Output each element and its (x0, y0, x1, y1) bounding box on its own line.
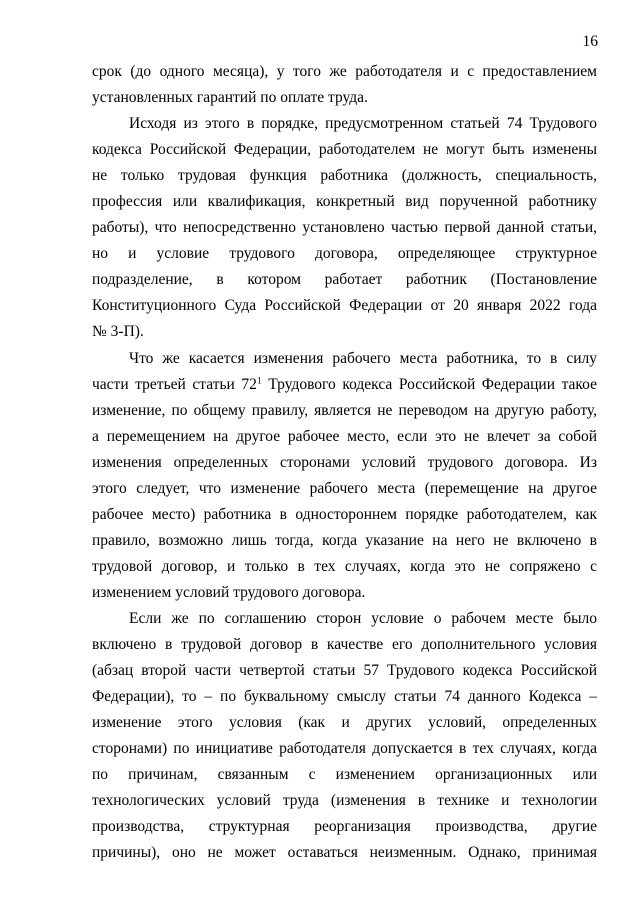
text-line: срок (до одного месяца), у того же работодателя и с предоставлением (92, 63, 597, 80)
text-line: производства, структурная реорганизация производства, другие (92, 818, 597, 836)
text-line: Если же по соглашению сторон условие о рабочем месте было (129, 609, 597, 627)
text-line: Что же касается изменения рабочего места работника, то в силу (129, 349, 597, 367)
text-line: правило, возможно лишь тогда, когда указание на него не включено в (92, 531, 597, 549)
text-line: а перемещением на другое рабочее место, если это не влечет за собой (92, 427, 597, 445)
text-line: изменением условий трудового договора. (92, 583, 366, 601)
text-line: изменение этого условия (как и других условий, определенных (92, 714, 597, 732)
text-line: Исходя из этого в порядке, предусмотренном статьей 74 Трудового (129, 115, 597, 133)
text-line: работы), что непосредственно установлено частью первой данной статьи, (92, 219, 597, 237)
superscript: 1 (256, 375, 262, 386)
text-line (92, 372, 597, 398)
text-line: изменения определенных сторонами условий трудового договора. Из (92, 453, 597, 471)
text-line: профессия или квалификация, конкретный вид порученной работнику (92, 193, 597, 211)
text-line: не только трудовая функция работника (должность, специальность, (92, 167, 597, 185)
text-line: но и условие трудового договора, определяющее структурное (92, 245, 597, 263)
text-line: Конституционного Суда Российской Федерации от 20 января 2022 года (92, 297, 597, 315)
text-line: трудовой договор, и только в тех случаях, когда это не сопряжено с (92, 557, 597, 575)
text-segment: Трудового кодекса Российской Федерации такое (261, 375, 597, 393)
text-line: кодекса Российской Федерации, работодателем не могут быть изменены (92, 141, 597, 159)
text-line: этого следует, что изменение рабочего места (перемещение на другое (92, 479, 597, 497)
page-number: 16 (582, 33, 598, 50)
text-line: сторонами) по инициативе работодателя допускается в тех случаях, когда (92, 740, 597, 758)
text-line: технологических условий труда (изменения в технике и технологии (92, 792, 597, 810)
text-line: включено в трудовой договор в качестве его дополнительного условия (92, 636, 597, 654)
text-segment: части третьей статьи 72 (92, 375, 257, 393)
text-line: причины), оно не может оставаться неизменным. Однако, принимая (92, 844, 597, 862)
text-line: подразделение, в котором работает работник (Постановление (92, 271, 597, 289)
text-line: установленных гарантий по оплате труда. (92, 89, 368, 107)
text-line: № 3-П). (92, 323, 144, 341)
body-text (92, 59, 597, 866)
text-line: (абзац второй части четвертой статьи 57 Трудового кодекса Российской (92, 662, 597, 680)
text-line: Федерации), то – по буквальному смыслу статьи 74 данного Кодекса – (92, 688, 597, 706)
text-line: по причинам, связанным с изменением организационных или (92, 766, 597, 784)
text-line: рабочее место) работника в одностороннем порядке работодателем, как (92, 505, 597, 523)
text-line: изменение, по общему правилу, является не переводом на другую работу, (92, 401, 597, 419)
